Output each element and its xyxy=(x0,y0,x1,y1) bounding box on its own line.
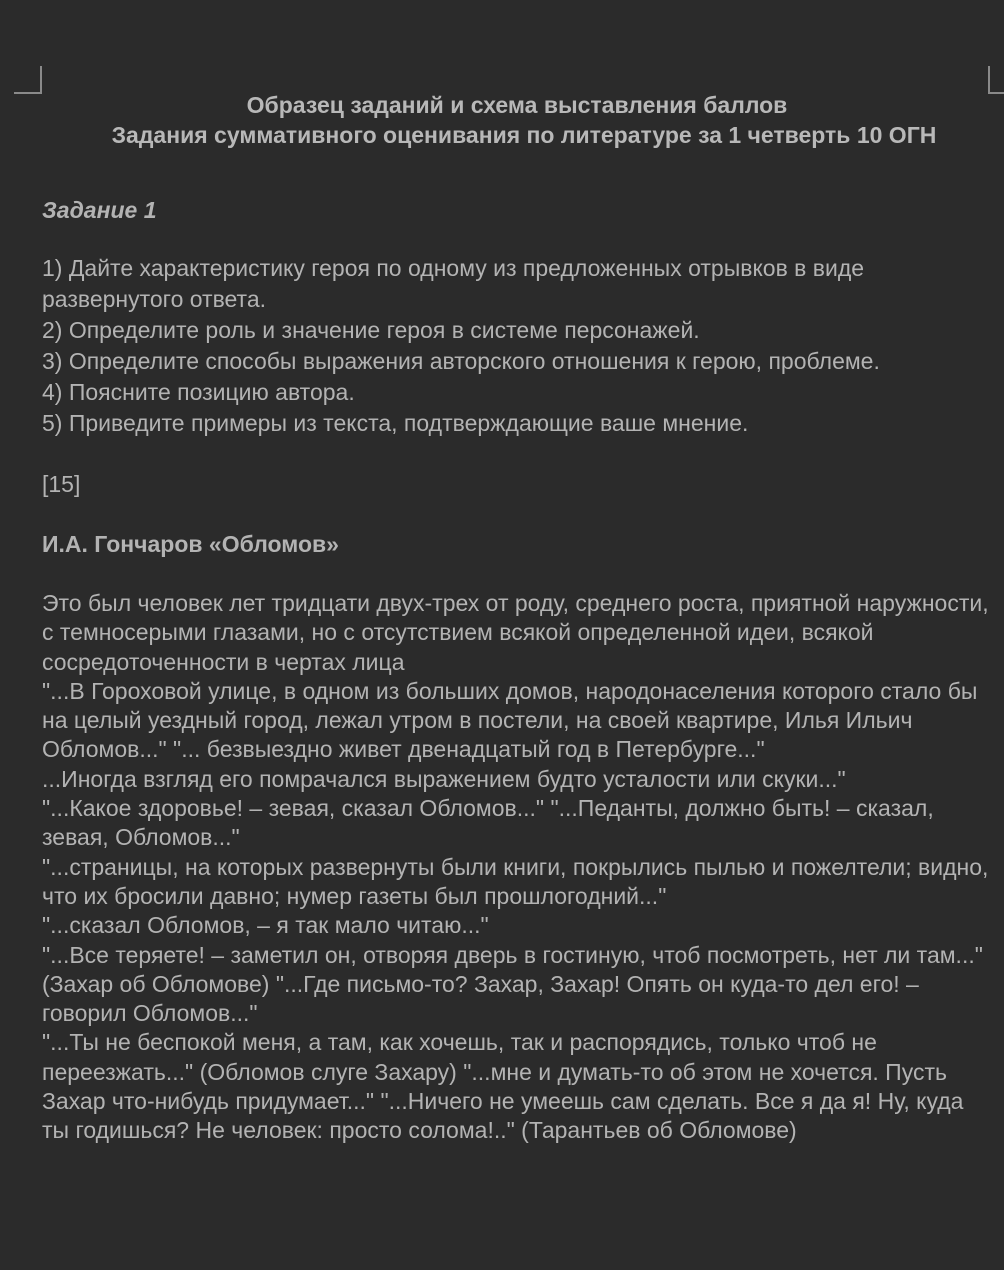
task-points: [15] xyxy=(42,471,81,497)
document-page xyxy=(42,90,992,1146)
passage-paragraph: "...сказал Обломов, – я так мало читаю..." xyxy=(42,912,489,939)
passage-paragraph: "...Какое здоровье! – зевая, сказал Обломов..." "...Педанты, должно быть! – сказал, зевая, Обломов..." xyxy=(42,795,934,851)
passage-paragraph: ...Иногда взгляд его помрачался выражением будто усталости или скуки..." xyxy=(42,765,846,792)
header-title: Образец заданий и схема выставления баллов xyxy=(246,92,788,118)
document-header xyxy=(42,90,992,150)
passage-paragraph: Это был человек лет тридцати двух-трех от роду, среднего роста, приятной наружности, с темносерыми глазами, но с отсутствием всякой определенной идеи, всякой сосредоточенности в чертах лица xyxy=(42,590,989,675)
page-corner-mark-left xyxy=(14,66,42,94)
question-item: 2) Определите роль и значение героя в системе персонажей. xyxy=(42,317,700,343)
question-item: 4) Поясните позицию автора. xyxy=(42,379,355,405)
header-subtitle: Задания суммативного оценивания по литературе за 1 четверть 10 ОГН xyxy=(111,122,937,148)
text-passage xyxy=(42,589,992,1146)
task-title: Задание 1 xyxy=(42,197,157,223)
question-item: 5) Приведите примеры из текста, подтверждающие ваше мнение. xyxy=(42,410,749,436)
passage-paragraph: "...страницы, на которых развернуты были книги, покрылись пылью и пожелтели; видно, что их бросили давно; нумер газеты был прошлогодний..." xyxy=(42,853,989,909)
passage-paragraph: "...Все теряете! – заметил он, отворяя дверь в гостиную, чтоб посмотреть, нет ли там..." (Захар об Обломове) "...Где письмо-то? Захар, Захар! Опять он куда-то дел его! – говорил Обломов..." xyxy=(42,941,983,1027)
question-item: 3) Определите способы выражения авторского отношения к герою, проблеме. xyxy=(42,348,880,374)
passage-paragraph: "...Ты не беспокой меня, а там, как хочешь, так и распорядись, только чтоб не переезжать..." (Обломов слуге Захару) "...мне и думать-то об этом не хочется. Пусть Захар что-нибудь придумает..." "...Ничего не умеешь сам сделать. Все я да я! Ну, куда ты годишься? Не человек: просто солома!.." (Тарантьев об Обломове) xyxy=(42,1029,964,1144)
task-questions xyxy=(42,253,992,439)
work-title: И.А. Гончаров «Обломов» xyxy=(42,531,339,557)
passage-paragraph: "...В Гороховой улице, в одном из больших домов, народонаселения которого стало бы на целый уездный город, лежал утром в постели, на своей квартире, Илья Ильич Обломов..." "... безвыездно живет двенадцатый год в Петербурге..." xyxy=(42,677,978,763)
question-item: 1) Дайте характеристику героя по одному из предложенных отрывков в виде развернутого ответа. xyxy=(42,255,865,312)
